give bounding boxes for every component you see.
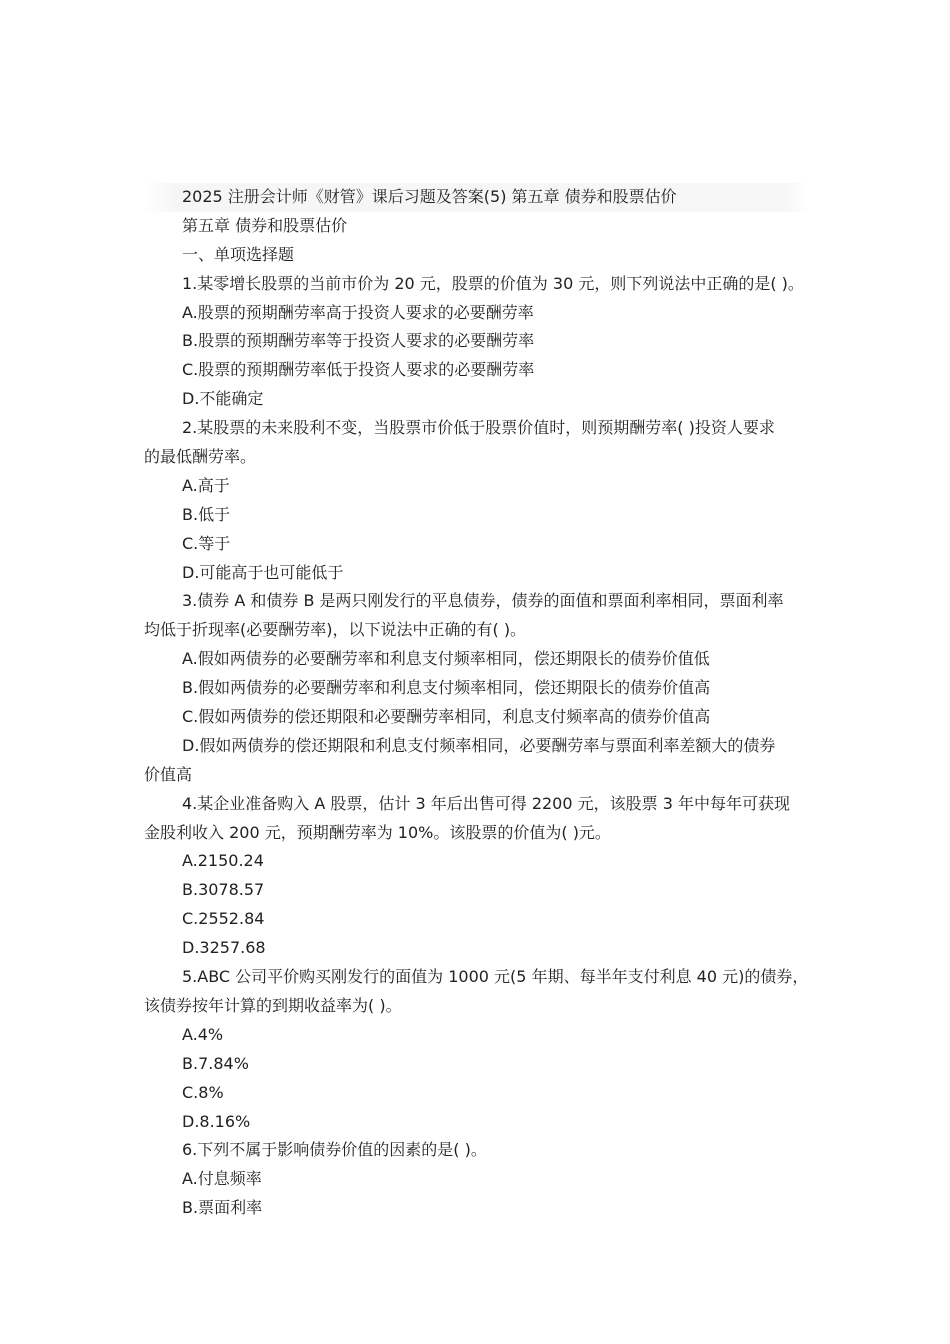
question-1-option-d: D.不能确定 (182, 389, 264, 409)
question-5-option-c: C.8% (182, 1082, 224, 1102)
question-1-option-a: A.股票的预期酬劳率高于投资人要求的必要酬劳率 (182, 302, 534, 322)
question-3-option-a: A.假如两债券的必要酬劳率和利息支付频率相同，偿还期限长的债券价值低 (182, 649, 710, 669)
question-2-stem: 2.某股票的未来股利不变，当股票市价低于股票价值时，则预期酬劳率( )投资人要求 (182, 418, 775, 438)
question-3-option-d-continued: 价值高 (144, 764, 193, 784)
question-1-option-b: B.股票的预期酬劳率等于投资人要求的必要酬劳率 (182, 331, 535, 351)
question-3-stem: 3.债券 A 和债券 B 是两只刚发行的平息债券，债券的面值和票面利率相同，票面利率 (182, 591, 784, 611)
question-2-option-d: D.可能高于也可能低于 (182, 562, 344, 582)
question-3-option-b: B.假如两债券的必要酬劳率和利息支付频率相同，偿还期限长的债券价值高 (182, 678, 711, 698)
question-4-option-d: D.3257.68 (182, 938, 266, 958)
question-1-stem: 1.某零增长股票的当前市价为 20 元，股票的价值为 30 元，则下列说法中正确的是( )。 (182, 273, 804, 293)
question-2-option-b: B.低于 (182, 504, 231, 524)
question-3-stem-continued: 均低于折现率(必要酬劳率)，以下说法中正确的有( )。 (144, 620, 527, 640)
chapter-heading: 第五章 债券和股票估价 (182, 215, 348, 235)
question-5-option-a: A.4% (182, 1024, 224, 1044)
question-2-option-c: C.等于 (182, 533, 231, 553)
question-2-stem-continued: 的最低酬劳率。 (144, 447, 257, 467)
question-2-option-a: A.高于 (182, 475, 230, 495)
question-6-option-b: B.票面利率 (182, 1198, 263, 1218)
question-4-stem-continued: 金股利收入 200 元，预期酬劳率为 10%。该股票的价值为( )元。 (144, 822, 611, 842)
question-4-option-a: A.2150.24 (182, 851, 264, 871)
document-body (144, 183, 808, 1223)
question-5-stem-continued: 该债券按年计算的到期收益率为( )。 (144, 995, 402, 1015)
question-4-option-b: B.3078.57 (182, 880, 265, 900)
question-4-stem: 4.某企业准备购入 A 股票，估计 3 年后出售可得 2200 元，该股票 3 年中每年可获现 (182, 793, 790, 813)
section-heading: 一、单项选择题 (182, 244, 295, 264)
question-4-option-c: C.2552.84 (182, 909, 265, 929)
question-6-option-a: A.付息频率 (182, 1169, 262, 1189)
question-3-option-c: C.假如两债券的偿还期限和必要酬劳率相同，利息支付频率高的债券价值高 (182, 707, 711, 727)
question-5-stem: 5.ABC 公司平价购买刚发行的面值为 1000 元(5 年期、每半年支付利息 40 元)的债券， (182, 967, 809, 987)
document-title: 2025 注册会计师《财管》课后习题及答案(5) 第五章 债券和股票估价 (144, 183, 808, 212)
question-5-option-d: D.8.16% (182, 1111, 251, 1131)
question-6-stem: 6.下列不属于影响债券价值的因素的是( )。 (182, 1140, 487, 1160)
question-1-option-c: C.股票的预期酬劳率低于投资人要求的必要酬劳率 (182, 360, 535, 380)
question-5-option-b: B.7.84% (182, 1053, 249, 1073)
question-3-option-d: D.假如两债券的偿还期限和利息支付频率相同，必要酬劳率与票面利率差额大的债券 (182, 735, 776, 755)
